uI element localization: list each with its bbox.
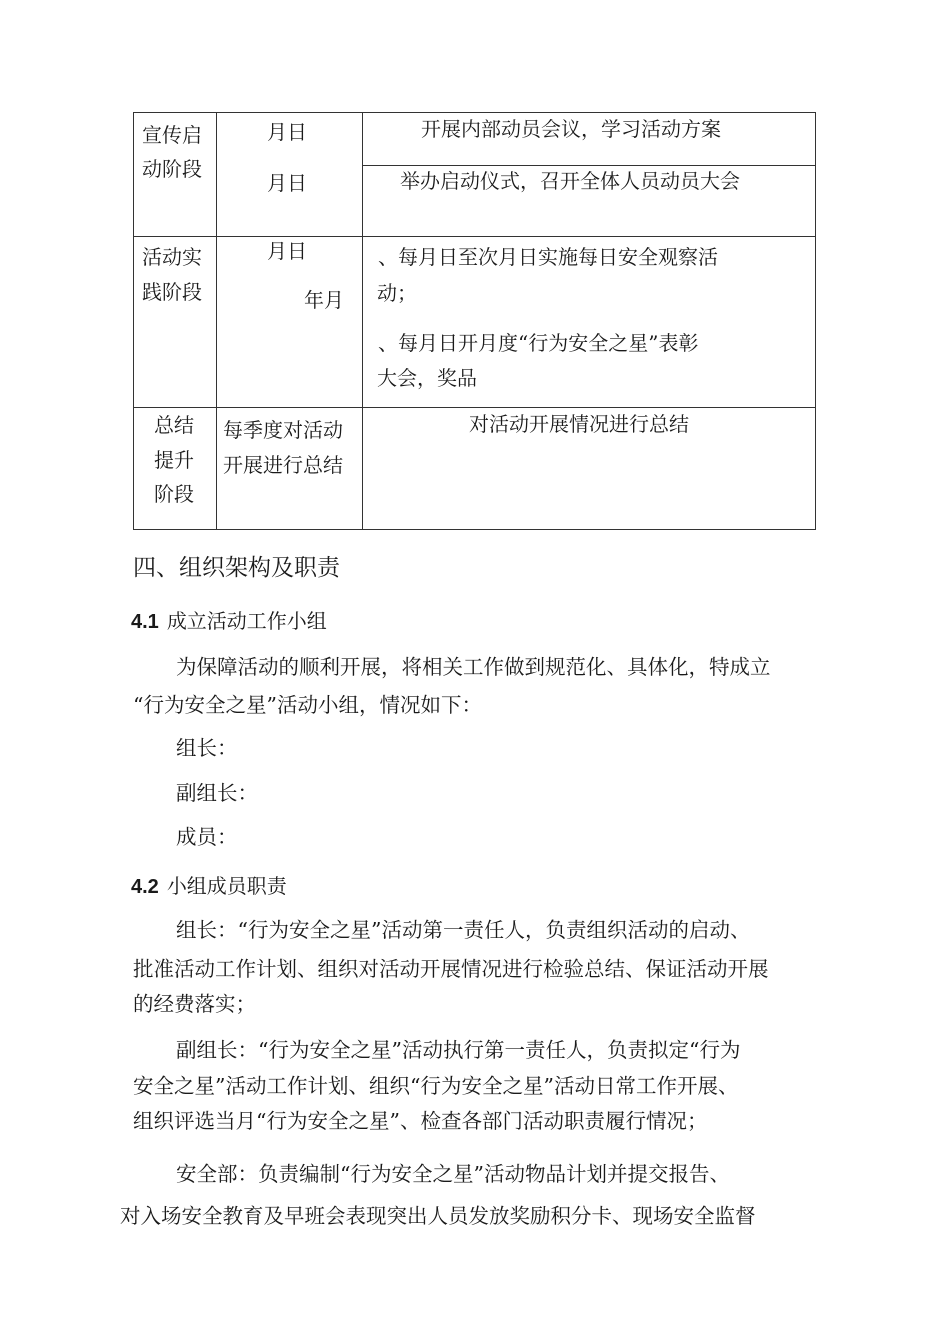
activity-cell-line: 大会，奖品 [377, 366, 477, 390]
activity-cell-line: 举办启动仪式，召开全体人员动员大会 [400, 169, 740, 193]
leader-label: 组长： [176, 736, 238, 760]
stage-table [133, 112, 816, 530]
activity-cell-line: 、每月日开月度“行为安全之星”表彰 [378, 331, 699, 355]
paragraph-line: 组织评选当月“行为安全之星”、检查各部门活动职责履行情况； [133, 1109, 708, 1133]
stage-cell-line: 践阶段 [142, 280, 202, 304]
paragraph-line: 为保障活动的顺利开展，将相关工作做到规范化、具体化，特成立 [176, 655, 771, 679]
stage-cell-line: 阶段 [154, 482, 194, 506]
stage-cell-line: 总结 [154, 413, 194, 437]
activity-cell-line: 开展内部动员会议，学习活动方案 [421, 117, 721, 141]
paragraph-line: 批准活动工作计划、组织对活动开展情况进行检验总结、保证活动开展 [133, 957, 769, 981]
date-cell-line: 每季度对活动 [223, 418, 343, 442]
subsection-number: 4.2 [131, 876, 159, 898]
table-col-divider [362, 113, 363, 529]
stage-cell-line: 提升 [154, 448, 194, 472]
paragraph-line: “行为安全之星”活动小组，情况如下： [133, 693, 482, 717]
stage-cell-line: 活动实 [142, 245, 202, 269]
stage-cell-line: 动阶段 [142, 157, 202, 181]
subsection-heading-4-1 [131, 606, 327, 637]
section-heading: 四、组织架构及职责 [133, 555, 340, 581]
activity-cell-line: 对活动开展情况进行总结 [469, 412, 689, 436]
date-cell-line: 月日 [267, 171, 307, 195]
paragraph-line: 组长：“行为安全之星”活动第一责任人，负责组织活动的启动、 [176, 918, 751, 942]
subsection-number: 4.1 [131, 611, 159, 633]
paragraph-line: 安全部：负责编制“行为安全之星”活动物品计划并提交报告、 [176, 1162, 730, 1186]
stage-cell-line: 宣传启 [142, 123, 202, 147]
activity-cell-line: 动； [377, 281, 417, 305]
activity-cell-line: 、每月日至次月日实施每日安全观察活 [378, 245, 718, 269]
paragraph-line: 副组长：“行为安全之星”活动执行第一责任人，负责拟定“行为 [176, 1038, 741, 1062]
table-col-divider [216, 113, 217, 529]
subsection-title: 小组成员职责 [166, 874, 287, 898]
date-cell-line: 开展进行总结 [223, 453, 343, 477]
table-row-divider [134, 236, 815, 237]
paragraph-line: 对入场安全教育及早班会表现突出人员发放奖励积分卡、现场安全监督 [120, 1204, 756, 1228]
date-cell-line: 年月 [304, 288, 344, 312]
subsection-heading-4-2 [131, 871, 287, 902]
date-cell-line: 月日 [267, 120, 307, 144]
paragraph-line: 安全之星”活动工作计划、组织“行为安全之星”活动日常工作开展、 [133, 1074, 739, 1098]
date-cell-line: 月日 [267, 239, 307, 263]
members-label: 成员： [176, 825, 238, 849]
deputy-label: 副组长： [176, 781, 258, 805]
paragraph-line: 的经费落实； [133, 992, 256, 1016]
subsection-title: 成立活动工作小组 [166, 609, 327, 633]
